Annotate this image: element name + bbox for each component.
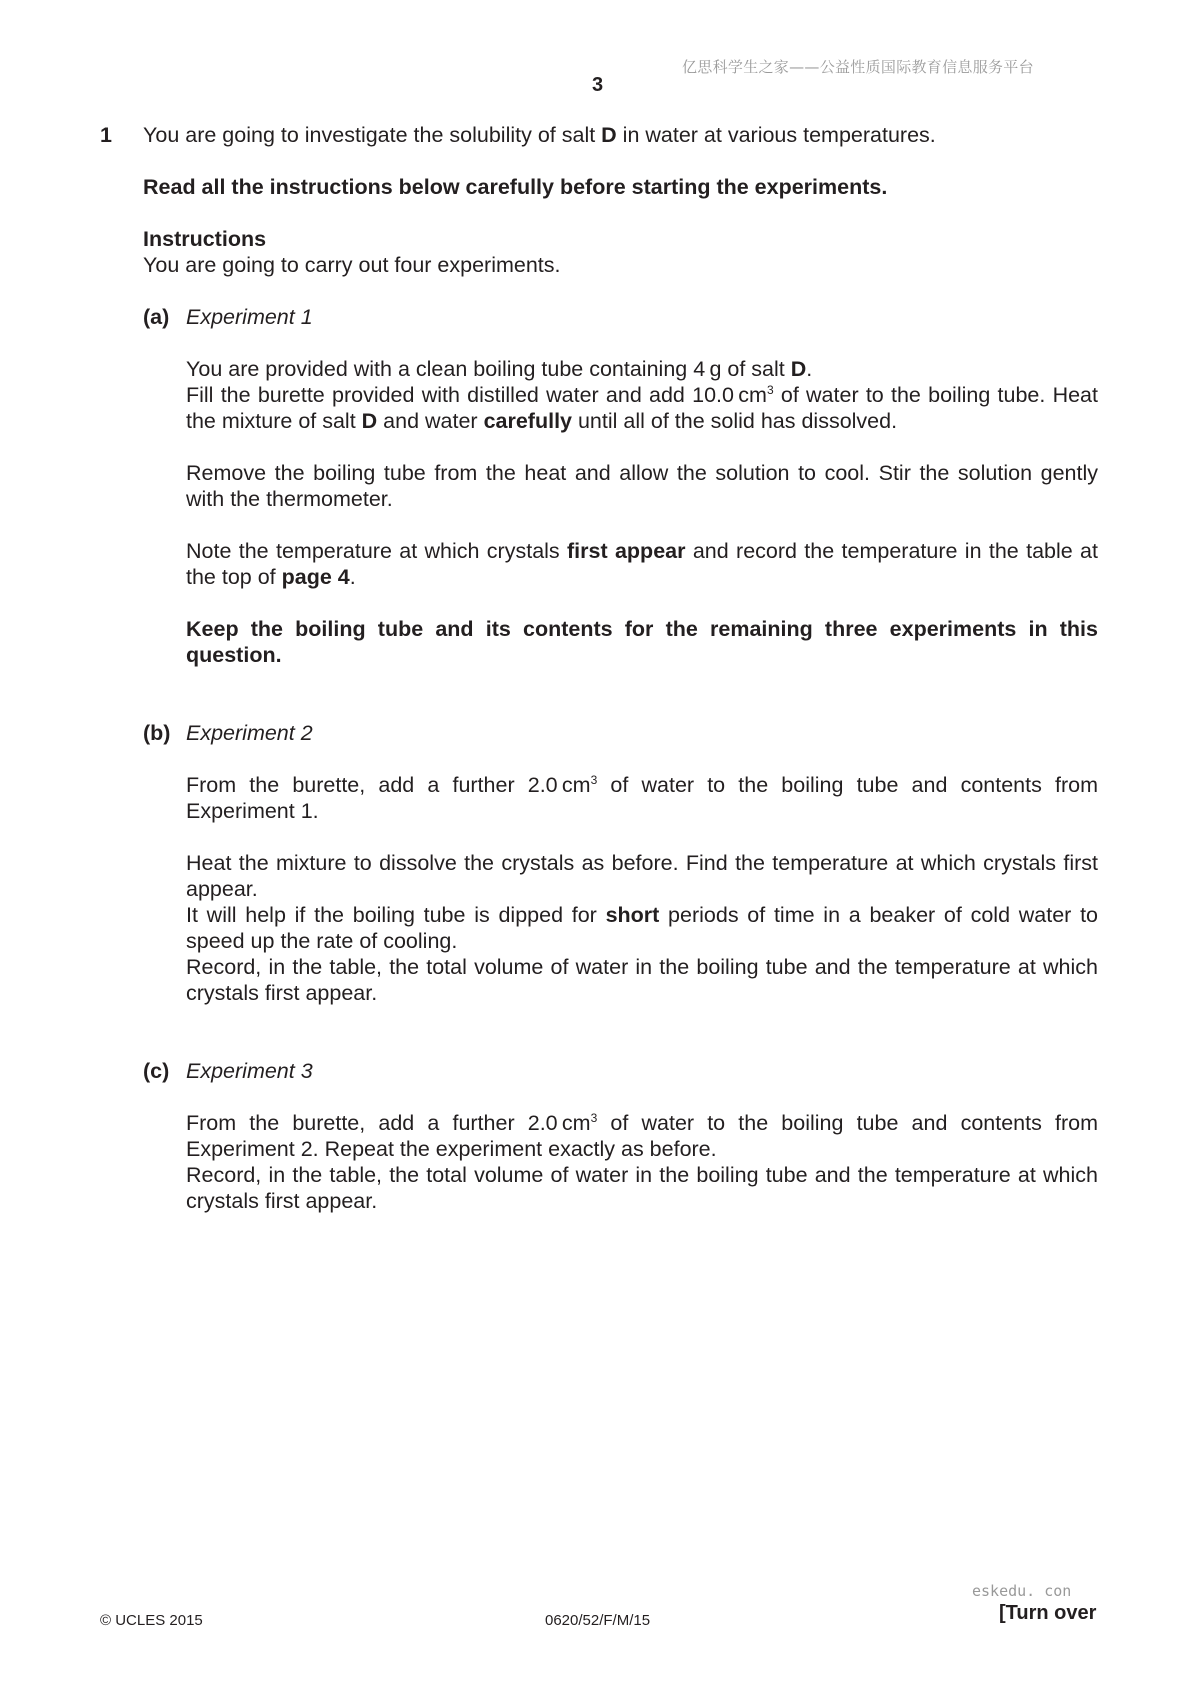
instructions-text: You are going to carry out four experiments. bbox=[143, 253, 561, 277]
instructions-heading: Instructions bbox=[143, 227, 267, 251]
part-a-title: Experiment 1 bbox=[186, 305, 313, 329]
part-c-label: (c) bbox=[143, 1059, 170, 1083]
header-watermark: 亿思科学生之家——公益性质国际教育信息服务平台 bbox=[682, 58, 1034, 76]
part-b-title: Experiment 2 bbox=[186, 721, 313, 745]
part-b-paragraph-1: From the burette, add a further 2.0 $cm^3$ of water to the boiling tube and contents from Experiment 1. bbox=[186, 772, 1098, 823]
part-c-paragraph-1: From the burette, add a further 2.0 $cm^3$ of water to the boiling tube and contents from Experiment 2. Repeat the experiment exactly as before. Record, in the table, the total volume of water in the boiling tube and the temperature at which crystals first appear. bbox=[186, 1110, 1098, 1213]
part-a-paragraph-1: You are provided with a clean boiling tube containing 4 g of salt D. Fill the burette provided with distilled water and add 10.0 $cm^3$ of water to the boiling tube. Heat the mixture of salt D and water carefully until all of the solid has dissolved. bbox=[186, 357, 1098, 433]
part-a-keep-note: Keep the boiling tube and its contents for the remaining three experiments in this question. bbox=[186, 617, 1098, 667]
read-all-instruction: Read all the instructions below carefully before starting the experiments. bbox=[143, 175, 888, 199]
paper-code: 0620/52/F/M/15 bbox=[545, 1612, 651, 1629]
page-number: 3 bbox=[592, 74, 604, 96]
turn-over: [Turn over bbox=[999, 1602, 1097, 1624]
part-b-paragraph-2: Heat the mixture to dissolve the crystals as before. Find the temperature at which crystals first appear. It will help if the boiling tube is dipped for short periods of time in a beaker of cold water to speed up the rate of cooling. Record, in the table, the total volume of water in the boiling tube and the temperature at which crystals first appear. bbox=[186, 851, 1098, 1005]
part-a-paragraph-2: Remove the boiling tube from the heat and allow the solution to cool. Stir the solution gently with the thermometer. bbox=[186, 461, 1098, 511]
part-a-paragraph-3: Note the temperature at which crystals first appear and record the temperature in the table at the top of page 4. bbox=[186, 539, 1098, 589]
copyright: © UCLES 2015 bbox=[100, 1612, 203, 1629]
part-c-title: Experiment 3 bbox=[186, 1059, 313, 1083]
part-b-label: (b) bbox=[143, 721, 171, 745]
part-a-label: (a) bbox=[143, 305, 170, 329]
footer-watermark: eskedu. con bbox=[972, 1582, 1072, 1600]
question-intro: You are going to investigate the solubility of salt D in water at various temperatures. bbox=[143, 123, 936, 147]
question-number: 1 bbox=[100, 123, 112, 147]
